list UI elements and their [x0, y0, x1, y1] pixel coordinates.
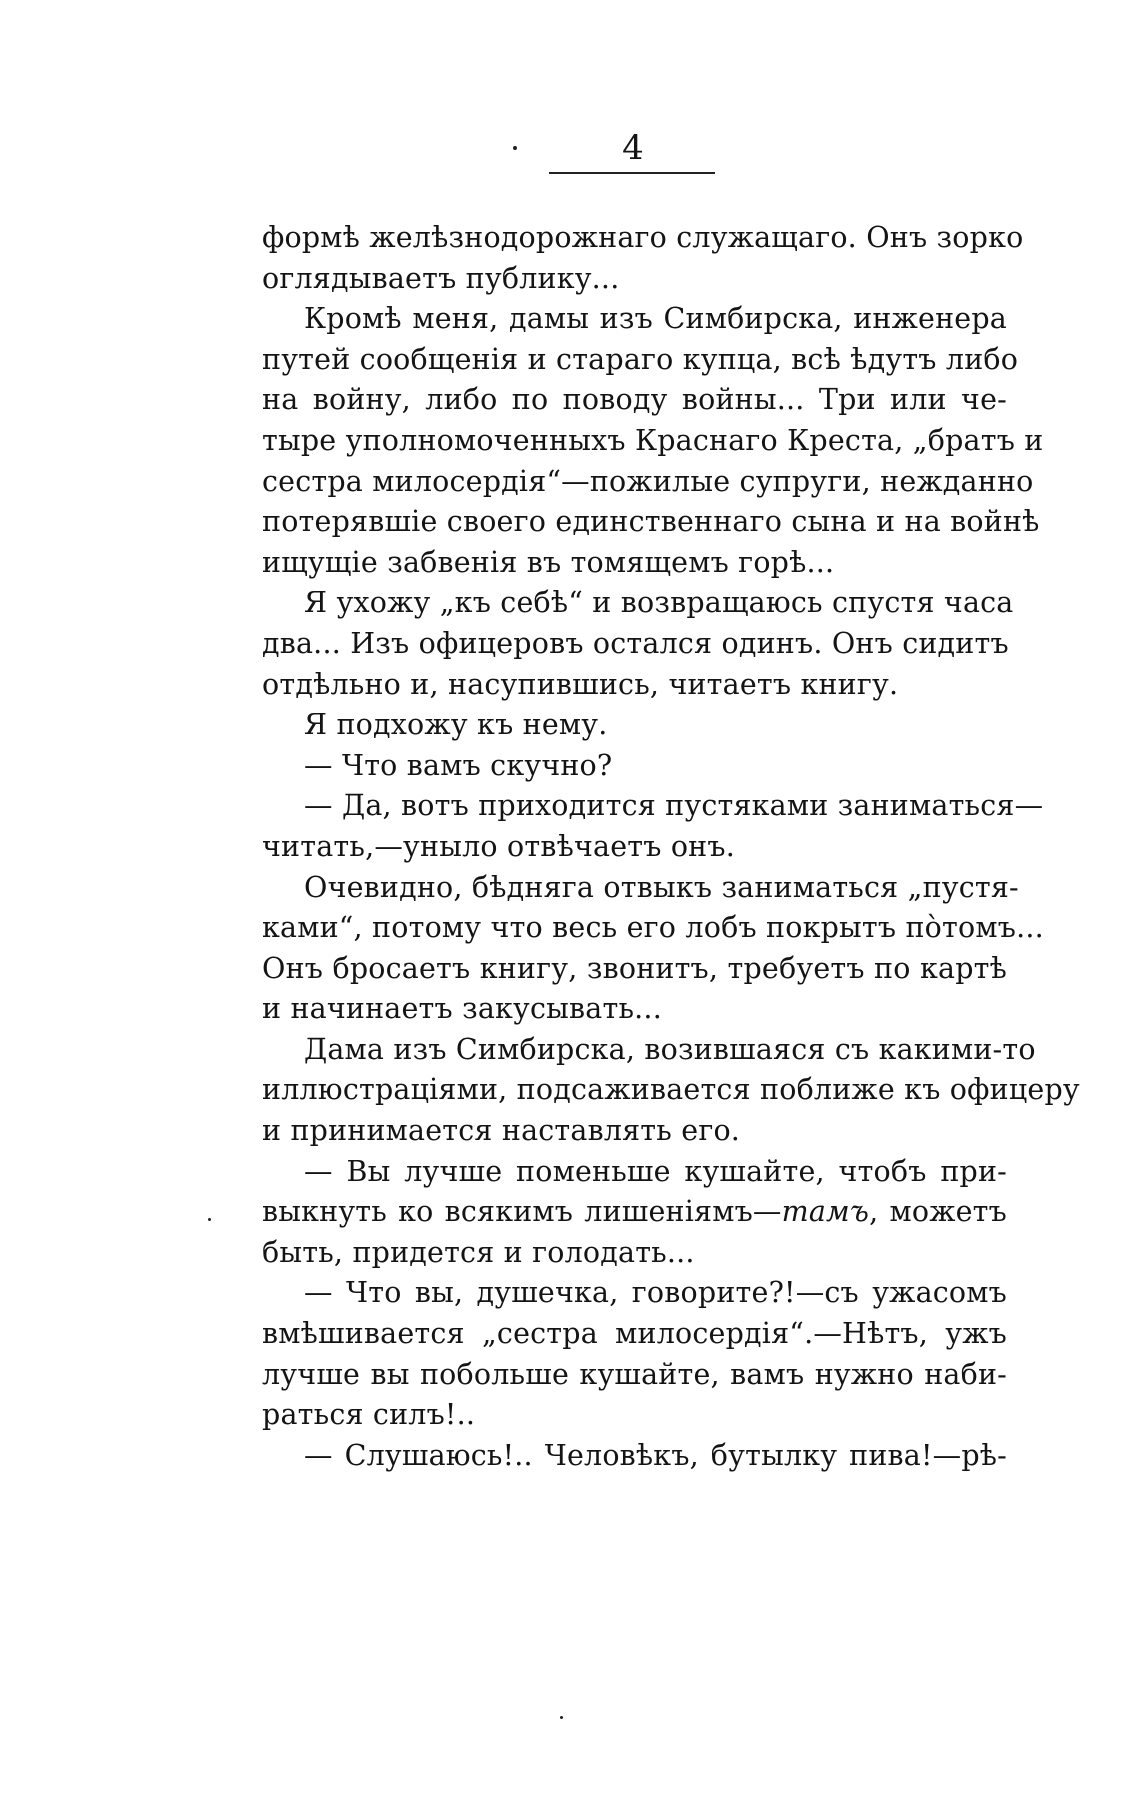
text-line: отдѣльно и, насупившись, читаетъ книгу.	[262, 667, 899, 701]
text-line: формѣ желѣзнодорожнаго служащаго. Онъ зорко	[262, 221, 1024, 254]
text-line: потерявшіе своего единственнаго сына и на войнѣ	[262, 505, 1040, 539]
text-line: оглядываетъ публику...	[262, 261, 620, 295]
text-line: иллюстраціями, подсаживается поближе къ офицеру	[262, 1073, 1080, 1107]
text-line: Я подхожу къ нему.	[304, 708, 608, 742]
italic-word: тамъ	[781, 1195, 870, 1229]
text-line: на войну, либо по поводу войны... Три или че-	[262, 383, 1007, 417]
text-line: Очевидно, бѣдняга отвыкъ заниматься „пустя-	[304, 870, 1019, 904]
text-line: читать,—уныло отвѣчаетъ онъ.	[262, 829, 735, 863]
text-line: ищущіе забвенія въ томящемъ горѣ...	[262, 545, 835, 579]
text-line: — Что вы, душечка, говорите?!—съ ужасомъ	[304, 1276, 1007, 1310]
text-line: Кромѣ меня, дамы изъ Симбирска, инженера	[304, 302, 1007, 336]
page-number-text: 4	[622, 128, 644, 168]
print-speck	[560, 1716, 563, 1719]
text-line: путей сообщенія и стараго купца, всѣ ѣдутъ либо	[262, 342, 1019, 376]
text-line: вмѣшивается „сестра милосердія“.—Нѣтъ, ужъ	[262, 1317, 1007, 1351]
text-fragment: выкнуть ко всякимъ лишеніямъ—	[262, 1195, 782, 1229]
text-fragment: , можетъ	[869, 1195, 1007, 1229]
text-line: и принимается наставлять его.	[262, 1114, 741, 1148]
page-number	[0, 128, 1140, 168]
text-line: Я ухожу „къ себѣ“ и возвращаюсь спустя часа	[304, 586, 1014, 620]
text-line: ками“, потому что весь его лобъ покрытъ пòтомъ...	[262, 911, 1044, 945]
text-line: тыре уполномоченныхъ Краснаго Креста, „братъ и	[262, 423, 1044, 457]
print-speck	[513, 146, 517, 150]
text-line: — Вы лучше поменьше кушайте, чтобъ при-	[304, 1154, 1007, 1188]
text-line-with-italic	[262, 1192, 1007, 1233]
text-line: Дама изъ Симбирска, возившаяся съ какими-то	[304, 1032, 1036, 1066]
text-line: быть, придется и голодать...	[262, 1235, 695, 1269]
text-line: и начинаетъ закусывать...	[262, 992, 662, 1026]
text-line: — Да, вотъ приходится пустяками заниматься—	[304, 789, 1044, 823]
print-speck	[208, 1218, 211, 1221]
text-line: раться силъ!..	[262, 1398, 476, 1432]
text-line: два... Изъ офицеровъ остался одинъ. Онъ сидитъ	[262, 626, 1009, 660]
text-line: — Что вамъ скучно?	[304, 748, 613, 782]
text-line: — Слушаюсь!.. Человѣкъ, бутылку пива!—рѣ-	[304, 1438, 1007, 1472]
body-text	[262, 218, 1080, 1476]
text-line: Онъ бросаетъ книгу, звонитъ, требуетъ по картѣ	[262, 951, 1007, 985]
header-rule	[549, 172, 715, 174]
text-line: лучше вы побольше кушайте, вамъ нужно наби-	[262, 1357, 1007, 1391]
text-line: сестра милосердія“—пожилые супруги, нежданно	[262, 464, 1034, 498]
